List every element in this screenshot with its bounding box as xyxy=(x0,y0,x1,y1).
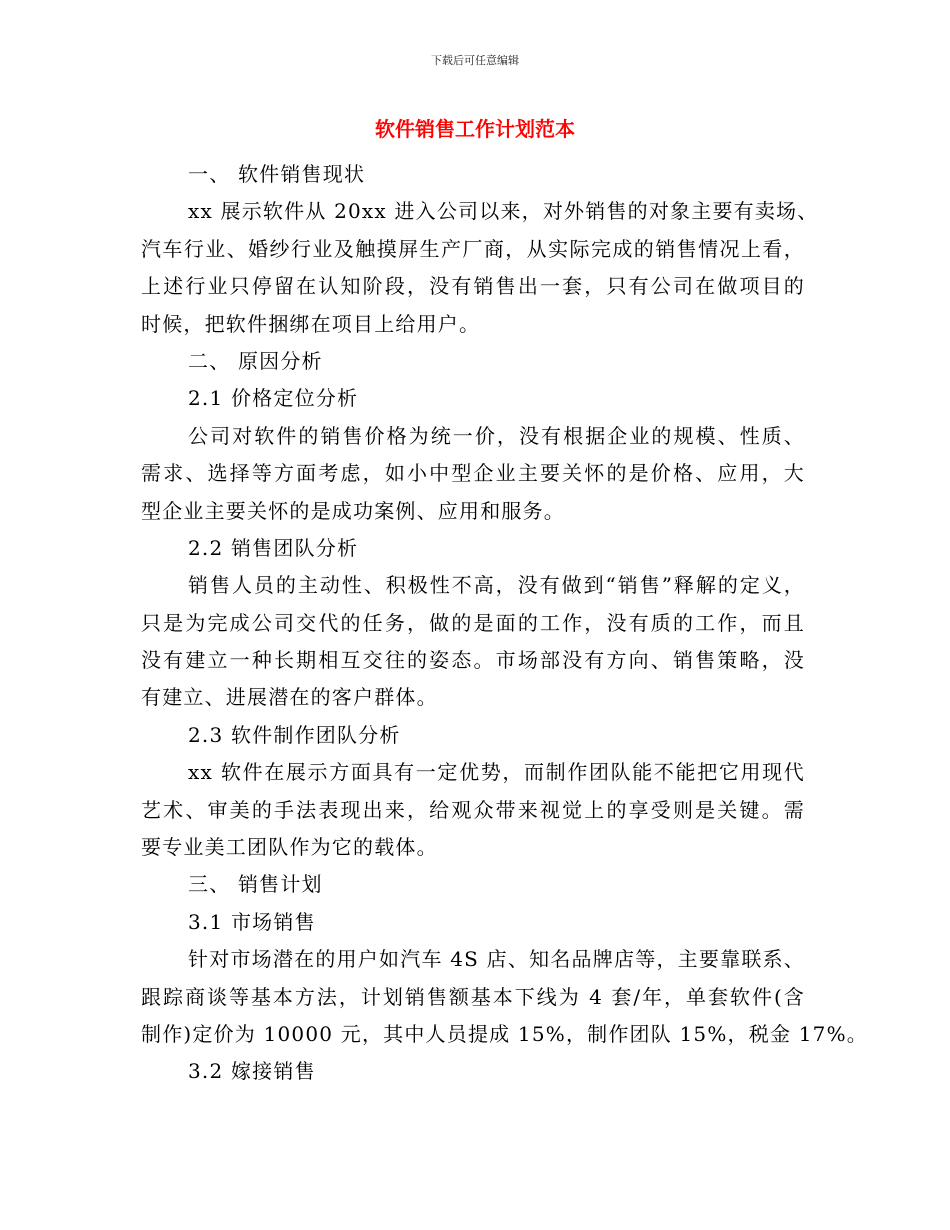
text-line: 时候，把软件捆绑在项目上给用户。 xyxy=(141,311,481,336)
text-line: 2.3 软件制作团队分析 xyxy=(188,722,401,747)
text-line: 2.1 价格定位分析 xyxy=(188,386,359,411)
text-line: 没有建立一种长期相互交往的姿态。市场部没有方向、销售策略，没 xyxy=(141,648,805,673)
header-note: 下载后可任意编辑 xyxy=(431,54,519,67)
text-line: 三、 销售计划 xyxy=(188,872,323,897)
text-line: 汽车行业、婚纱行业及触摸屏生产厂商，从实际完成的销售情况上看， xyxy=(141,236,805,261)
text-line: 二、 原因分析 xyxy=(188,348,323,373)
text-line: xx 软件在展示方面具有一定优势，而制作团队能不能把它用现代 xyxy=(188,760,805,785)
text-line: 型企业主要关怀的是成功案例、应用和服务。 xyxy=(141,498,565,523)
document-body xyxy=(141,156,868,1091)
text-line: 一、 软件销售现状 xyxy=(188,162,366,186)
text-line: xx 展示软件从 20xx 进入公司以来，对外销售的对象主要有卖场、 xyxy=(188,199,819,224)
text-line: 上述行业只停留在认知阶段，没有销售出一套，只有公司在做项目的 xyxy=(141,274,805,299)
text-line: 艺术、审美的手法表现出来，给观众带来视觉上的享受则是关键。需 xyxy=(141,797,805,822)
text-line: 有建立、进展潜在的客户群体。 xyxy=(141,685,438,710)
document-title: 软件销售工作计划范本 xyxy=(375,117,575,141)
text-line: 跟踪商谈等基本方法，计划销售额基本下线为 4 套/年，单套软件(含 xyxy=(141,984,805,1009)
text-line: 针对市场潜在的用户如汽车 4S 店、知名品牌店等，主要靠联系、 xyxy=(188,947,805,972)
text-line: 制作)定价为 10000 元，其中人员提成 15%，制作团队 15%，税金 17%。 xyxy=(141,1021,868,1046)
text-line: 3.1 市场销售 xyxy=(188,909,316,934)
text-line: 要专业美工团队作为它的载体。 xyxy=(141,835,438,860)
text-line: 2.2 销售团队分析 xyxy=(188,535,359,560)
text-line: 只是为完成公司交代的任务，做的是面的工作，没有质的工作，而且 xyxy=(141,610,805,635)
text-line: 需求、选择等方面考虑，如小中型企业主要关怀的是价格、应用，大 xyxy=(141,461,805,486)
text-line: 销售人员的主动性、积极性不高，没有做到“销售”释解的定义， xyxy=(188,573,805,598)
text-line: 3.2 嫁接销售 xyxy=(188,1059,316,1084)
text-line: 公司对软件的销售价格为统一价，没有根据企业的规模、性质、 xyxy=(188,423,805,448)
